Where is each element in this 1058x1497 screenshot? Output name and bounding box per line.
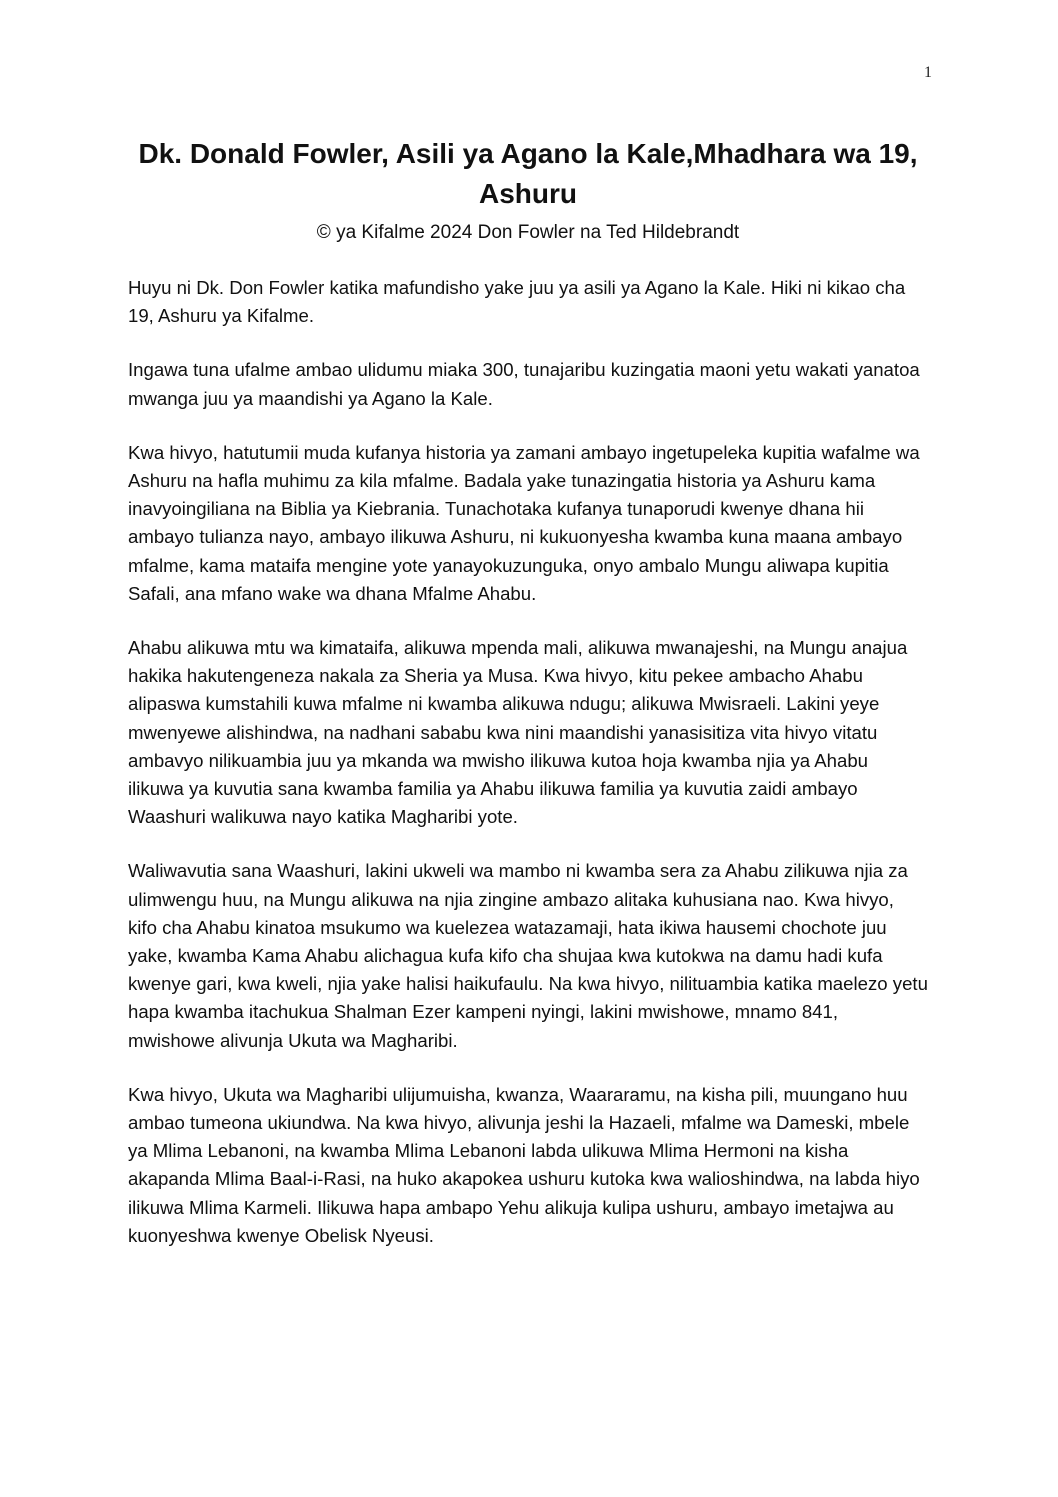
paragraph: Waliwavutia sana Waashuri, lakini ukweli wa mambo ni kwamba sera za Ahabu zilikuwa njia za ulimwengu huu, na Mungu alikuwa na njia zingine ambazo alitaka kuhusiana nao. Kwa hivyo, kifo cha Ahabu kinatoa msukumo wa kuelezea watazamaji, hata ikiwa hausemi chochote juu yake, kwamba Kama Ahabu alichagua kufa kifo cha shujaa kwa kutokwa na damu hadi kufa kwenye gari, kwa kweli, njia yake halisi haikufaulu. Na kwa hivyo, nilituambia katika maelezo yetu hapa kwamba itachukua Shalman Ezer kampeni nyingi, lakini mwishowe, mnamo 841, mwishowe alivunja Ukuta wa Magharibi.	[128, 860, 928, 1051]
document-title: Dk. Donald Fowler, Asili ya Agano la Kale,Mhadhara wa 19, Ashuru	[138, 138, 918, 209]
paragraph: Kwa hivyo, Ukuta wa Magharibi ulijumuisha, kwanza, Waararamu, na kisha pili, muungano huu ambao tumeona ukiundwa. Na kwa hivyo, alivunja jeshi la Hazaeli, mfalme wa Dameski, mbele ya Mlima Lebanoni, na kwamba Mlima Lebanoni labda ulikuwa Mlima Hermoni na kisha akapanda Mlima Baal-i-Rasi, na huko akapokea ushuru kutoka kwa walioshindwa, na labda hiyo ilikuwa Mlima Karmeli. Ilikuwa hapa ambapo Yehu alikuja kulipa ushuru, ambayo imetajwa au kuonyeshwa kwenye Obelisk Nyeusi.	[128, 1083, 920, 1246]
paragraph: Huyu ni Dk. Don Fowler katika mafundisho yake juu ya asili ya Agano la Kale. Hiki ni kikao cha 19, Ashuru ya Kifalme.	[128, 277, 906, 327]
paragraph: Ingawa tuna ufalme ambao ulidumu miaka 300, tunajaribu kuzingatia maoni yetu wakati yanatoa mwanga juu ya maandishi ya Agano la Kale.	[128, 359, 920, 409]
page-number: 1	[924, 64, 932, 81]
paragraph: Kwa hivyo, hatutumii muda kufanya historia ya zamani ambayo ingetupeleka kupitia wafalme wa Ashuru na hafla muhimu za kila mfalme. Badala yake tunazingatia historia ya Ashuru kama inavyoingiliana na Biblia ya Kiebrania. Tunachotaka kufanya tunaporudi kwenye dhana hii ambayo tulianza nayo, ambayo ilikuwa Ashuru, ni kukuonyesha kwamba kuna maana ambayo mfalme, kama mataifa mengine yote yanayokuzunguka, onyo ambalo Mungu aliwapa kupitia Safali, ana mfano wake wa dhana Mfalme Ahabu.	[128, 441, 920, 604]
paragraph: Ahabu alikuwa mtu wa kimataifa, alikuwa mpenda mali, alikuwa mwanajeshi, na Mungu anajua hakika hakutengeneza nakala za Sheria ya Musa. Kwa hivyo, kitu pekee ambacho Ahabu alipaswa kumstahili kuwa mfalme ni kwamba alikuwa ndugu; alikuwa Mwisraeli. Lakini yeye mwenyewe alishindwa, na nadhani sababu kwa nini maandishi yanasisitiza vita hivyo vitatu ambavyo nilikuambia juu ya mkanda wa mwisho ilikuwa kutoa hoja kwamba njia ya Ahabu ilikuwa ya kuvutia sana kwamba familia ya Ahabu ilikuwa familia ya kuvutia zaidi ambayo Waashuri walikuwa nayo katika Magharibi yote.	[128, 637, 908, 828]
copyright-line: © ya Kifalme 2024 Don Fowler na Ted Hildebrandt	[316, 222, 740, 243]
document-body	[128, 274, 928, 1276]
